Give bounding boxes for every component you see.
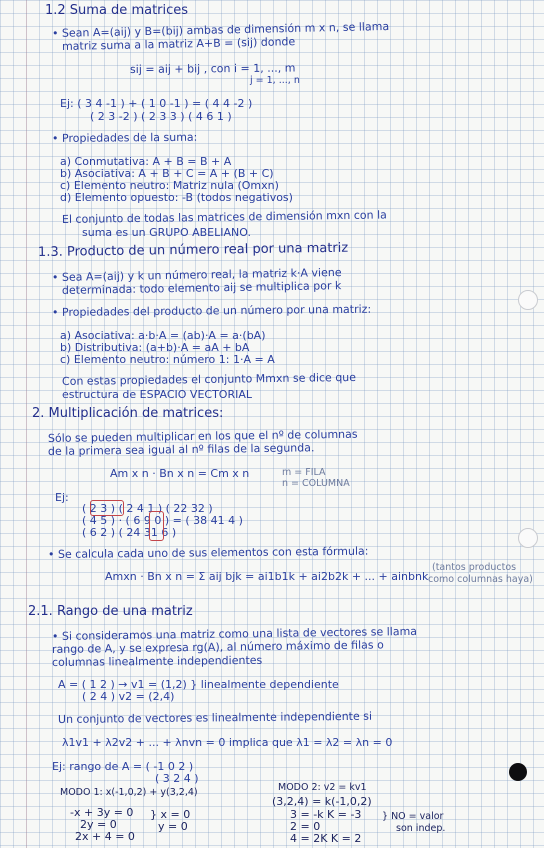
handwritten-line-23: estructura de ESPACIO VECTORIAL [62, 388, 252, 401]
handwritten-line-28: m = FILA [282, 467, 326, 478]
handwritten-line-15: 1.3. Producto de un número real por una matriz [37, 240, 349, 260]
highlight-row-box [90, 500, 124, 516]
binder-hole-punched [509, 763, 527, 781]
handwritten-line-9: a) Conmutativa: A + B = B + A [60, 155, 232, 168]
handwritten-line-35: Amxn · Bn x n = Σ aij bjk = ai1b1k + ai2b2k + ... + ainbnk [105, 570, 429, 583]
handwritten-line-27: Am x n · Bn x n = Cm x n [110, 467, 250, 480]
handwritten-line-31: ( 2 3 ) ( 2 4 1 ) ( 22 32 ) [82, 502, 213, 515]
handwritten-line-21: c) Elemento neutro: número 1: 1·A = A [60, 353, 275, 366]
handwritten-line-18: • Propiedades del producto de un número por una matriz: [51, 302, 372, 319]
handwritten-line-14: suma es un GRUPO ABELIANO. [82, 226, 251, 239]
handwritten-line-60: son indep. [396, 823, 446, 834]
handwritten-line-16: • Sea A=(aij) y k un número real, la matriz k·A viene [51, 265, 342, 284]
handwritten-line-56: 3 = -k K = -3 [290, 808, 362, 821]
handwritten-line-41: columnas linealmente independientes [51, 653, 263, 669]
handwritten-line-55: (3,2,4) = k(-1,0,2) [272, 795, 372, 808]
handwritten-line-39: • Si consideramos una matriz como una lista de vectores se llama [51, 624, 418, 643]
handwritten-line-3: matriz suma a la matriz A+B = (sij) donde [61, 35, 296, 53]
handwritten-line-51: 2x + 4 = 0 [75, 830, 135, 843]
handwritten-line-2: • Sean A=(aij) y B=(bij) ambas de dimensión m x n, se llama [51, 19, 390, 40]
handwritten-line-26: de la primera sea igual al nº filas de la segunda. [47, 441, 315, 458]
handwritten-line-22: Con estas propiedades el conjunto Mmxn se dice que [61, 370, 357, 388]
handwritten-line-4: sij = aij + bij , con i = 1, ..., m [129, 61, 296, 76]
handwritten-line-20: b) Distributiva: (a+b)·A = aA + bA [60, 341, 250, 354]
handwritten-line-54: MODO 2: v2 = kv1 [278, 782, 367, 793]
handwritten-line-5: j = 1, ..., n [250, 75, 300, 86]
handwritten-line-6: Ej: ( 3 4 -1 ) + ( 1 0 -1 ) = ( 4 4 -2 ) [60, 97, 253, 110]
handwritten-line-11: c) Elemento neutro: Matriz nula (Omxn) [60, 179, 279, 192]
binder-hole-top [518, 290, 538, 310]
handwritten-line-25: Sólo se pueden multiplicar en los que el nº de columnas [47, 427, 358, 445]
handwritten-line-47: ( 3 2 4 ) [155, 772, 199, 785]
handwritten-line-12: d) Elemento opuesto: -B (todos negativos) [60, 191, 293, 204]
handwritten-line-49: -x + 3y = 0 [70, 806, 134, 819]
handwritten-line-1: 1.2 Suma de matrices [45, 3, 189, 18]
handwritten-line-33: ( 6 2 ) ( 24 31 6 ) [82, 526, 177, 539]
binder-hole-middle [518, 528, 538, 548]
handwritten-line-19: a) Asociativa: a·b·A = (ab)·A = a·(bA) [60, 329, 266, 342]
handwritten-line-50: 2y = 0 [80, 818, 117, 831]
handwritten-line-52: } x = 0 [150, 808, 191, 821]
handwritten-line-48: MODO 1: x(-1,0,2) + y(3,2,4) [60, 787, 198, 798]
handwritten-line-32: ( 4 5 ) · ( 6 9 0 ) = ( 38 41 4 ) [82, 514, 243, 527]
handwritten-line-44: Un conjunto de vectores es linealmente independiente si [57, 709, 373, 726]
handwritten-line-30: Ej: [55, 491, 69, 504]
handwritten-line-38: 2.1. Rango de una matriz [28, 604, 193, 619]
handwritten-line-42: A = ( 1 2 ) → v1 = (1,2) } linealmente dependiente [58, 678, 339, 691]
handwritten-line-40: rango de A, y se expresa rg(A), al número máximo de filas o [51, 638, 384, 656]
handwritten-line-8: • Propiedades de la suma: [51, 130, 198, 145]
handwritten-line-29: n = COLUMNA [282, 478, 350, 489]
handwritten-line-24: 2. Multiplicación de matrices: [32, 406, 224, 421]
handwritten-line-37: como columnas haya) [428, 574, 533, 585]
handwritten-line-57: 2 = 0 [290, 820, 321, 833]
handwritten-line-58: 4 = 2K K = 2 [290, 832, 362, 845]
handwritten-line-36: (tantos productos [432, 562, 517, 573]
highlight-column-box [149, 511, 164, 541]
handwritten-line-13: El conjunto de todas las matrices de dimensión mxn con la [61, 208, 387, 226]
handwritten-line-46: Ej: rango de A = ( -1 0 2 ) [52, 760, 194, 773]
handwritten-line-10: b) Asociativa: A + B + C = A + (B + C) [60, 167, 274, 180]
handwritten-line-59: } NO = valor [382, 811, 444, 822]
handwritten-line-53: y = 0 [158, 820, 188, 833]
handwritten-line-7: ( 2 3 -2 ) ( 2 3 3 ) ( 4 6 1 ) [90, 110, 232, 123]
handwritten-line-34: • Se calcula cada uno de sus elementos con esta fórmula: [47, 544, 369, 561]
notebook-margin-line [26, 0, 27, 848]
handwritten-line-17: determinada: todo elemento aij se multiplica por k [61, 279, 342, 297]
handwritten-line-45: λ1v1 + λ2v2 + ... + λnvn = 0 implica que λ1 = λ2 = λn = 0 [62, 736, 393, 749]
handwritten-line-43: ( 2 4 ) v2 = (2,4) [82, 690, 175, 703]
